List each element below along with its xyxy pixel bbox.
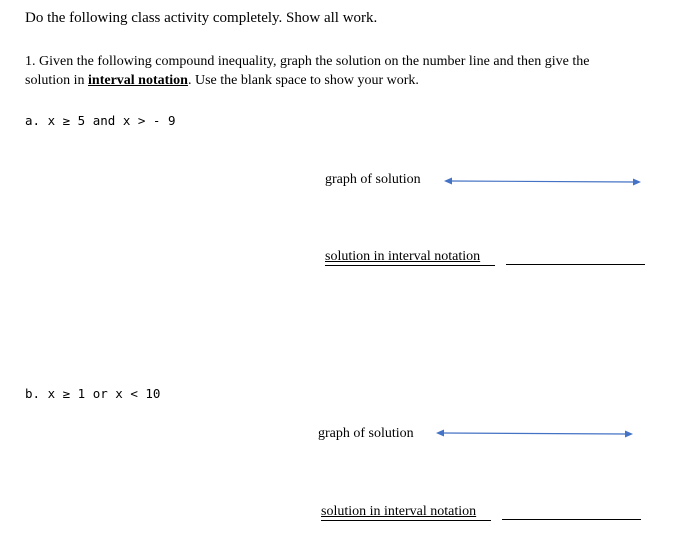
problem-b-graph-label: graph of solution <box>318 426 414 441</box>
instructions-line1: 1. Given the following compound inequality, graph the solution on the number line and then give the <box>25 54 590 69</box>
problem-a-number-line[interactable] <box>444 176 642 188</box>
problem-a-label-underline <box>325 265 495 266</box>
problem-b-interval-label: solution in interval notation <box>321 504 477 519</box>
instructions <box>25 52 665 90</box>
problem-b-number-line[interactable] <box>436 428 634 440</box>
problem-b-inequality: b. x ≥ 1 or x < 10 <box>25 386 161 401</box>
problem-a-graph-label: graph of solution <box>325 172 421 187</box>
worksheet-title: Do the following class activity completely. Show all work. <box>25 10 378 26</box>
problem-a-answer-blank[interactable] <box>506 264 645 265</box>
problem-b-answer-blank[interactable] <box>502 519 641 520</box>
problem-a-inequality: a. x ≥ 5 and x > - 9 <box>25 113 176 128</box>
interval-notation-emphasis: interval notation <box>88 73 188 88</box>
instructions-line2-pre: solution in <box>25 73 89 88</box>
problem-a-interval-label: solution in interval notation <box>325 249 481 264</box>
instructions-line2-post: . Use the blank space to show your work. <box>187 73 419 88</box>
problem-b-label-underline <box>321 520 491 521</box>
